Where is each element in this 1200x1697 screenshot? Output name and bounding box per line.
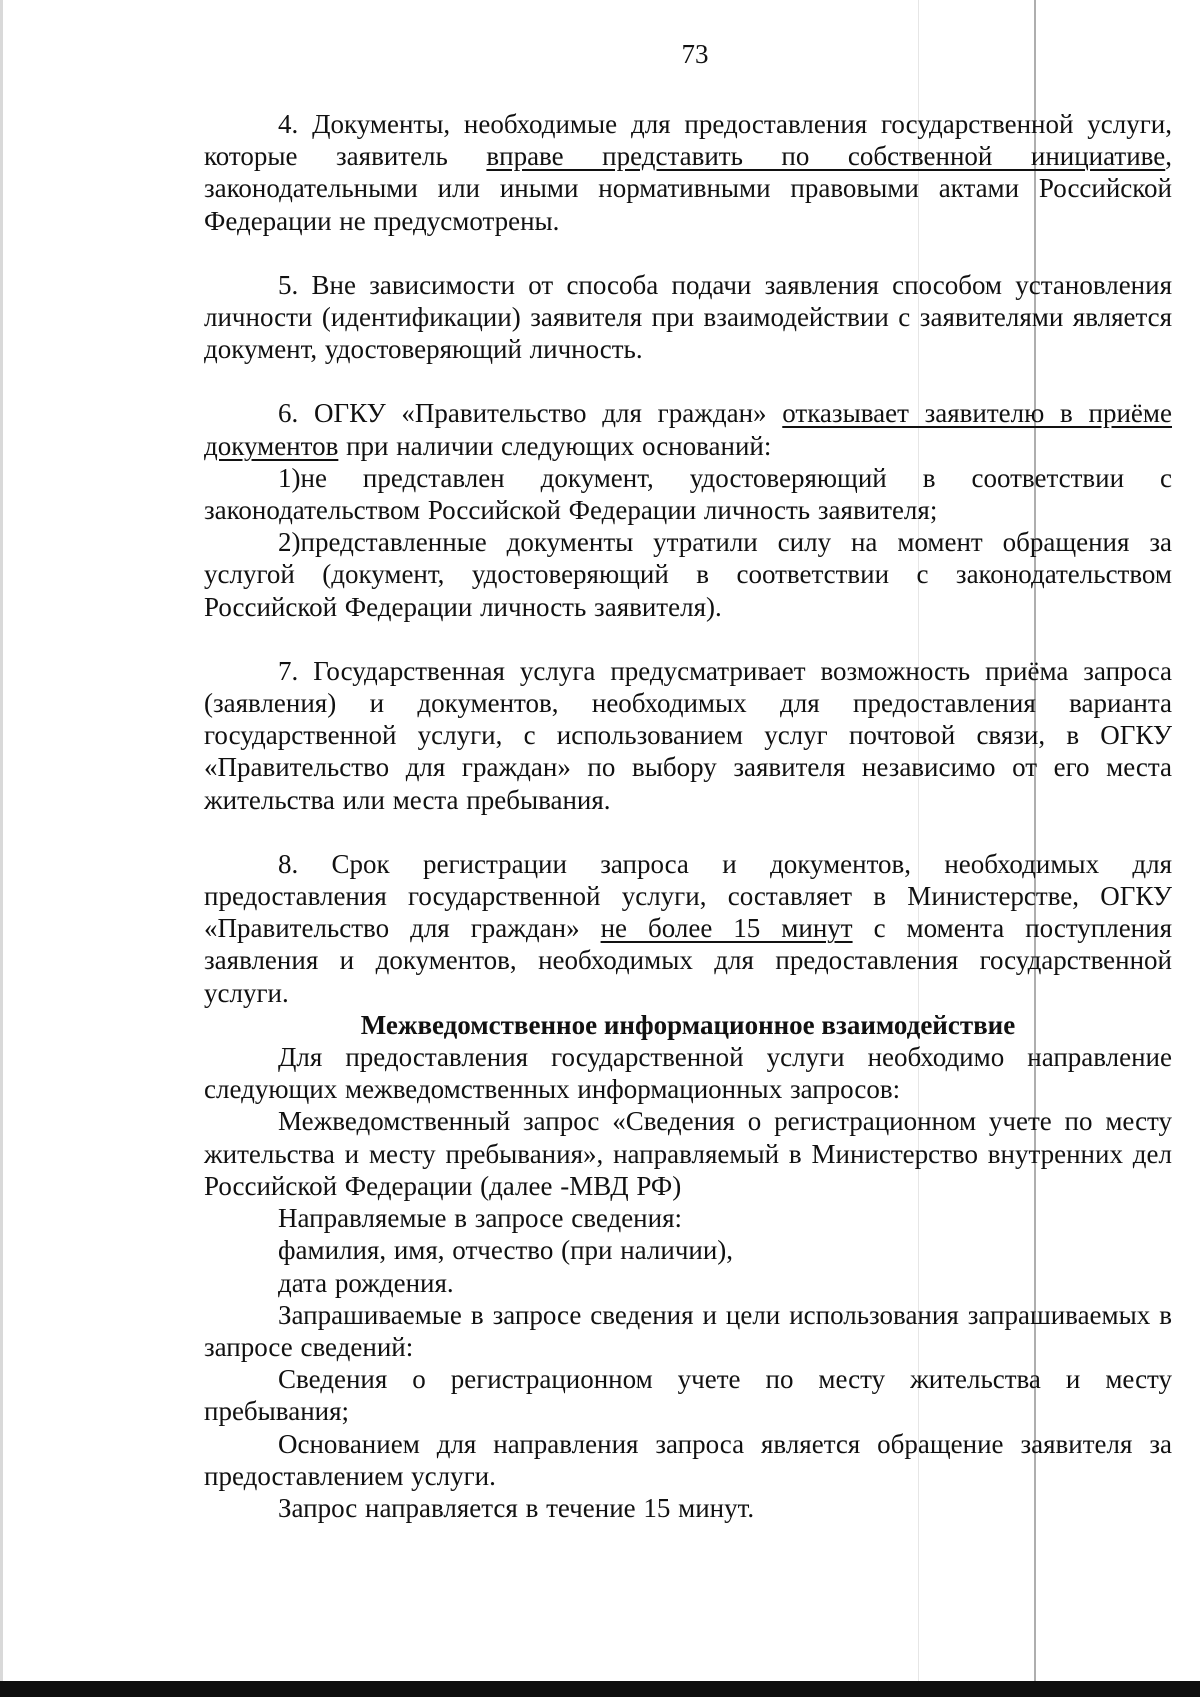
paragraph-7: 7. Государственная услуга предусматривает возможность приёма запроса (заявления) и документов, необходимых для предоставления варианта государственной услуги, с использованием услуг почтовой связи, в ОГКУ «Правительство для граждан» по выбору заявителя независимо от его места жительства или места пребывания. [204,655,1172,815]
paragraph-8 [204,848,1172,1009]
paragraph-gap [204,237,1172,269]
paragraph-4 [204,108,1172,237]
paragraph-gap [204,816,1172,848]
page-number: 73 [681,39,709,69]
paragraph-4-text-b: , законодательными или иными нормативными правовыми актами Российской Федерации не предусмотрены. [204,141,1172,236]
section-line-3: Направляемые в запросе сведения: [278,1203,682,1234]
scan-left-edge [0,0,3,1697]
paragraph-8-text-a: 8. Срок регистрации запроса и документов, необходимых для предоставления государственной услуги, составляет в Министерстве, ОГКУ «Правительство для граждан» [204,848,1172,944]
paragraph-5: 5. Вне зависимости от способа подачи заявления способом установления личности (идентификации) заявителя при взаимодействии с заявителями является документ, удостоверяющий личность. [204,269,1172,365]
paragraph-6-item-1: 1)не представлен документ, удостоверяющий в соответствии с законодательством Российской Федерации личность заявителя; [204,462,1172,526]
section-line-5: дата рождения. [278,1267,454,1298]
document-body [204,108,1172,1524]
paragraph-6-underlined: отказывает заявителю в приёме документов [204,398,1172,461]
paragraph-6-item-2: 2)представленные документы утратили силу на момент обращения за услугой (документ, удостоверяющий в соответствии с законодательством Российской Федерации личность заявителя). [204,527,1172,622]
paragraph-gap [204,623,1172,655]
scan-bottom-bar [0,1681,1200,1697]
paragraph-4-text-a: 4. Документы, необходимые для предоставления государственной услуги, которые заявитель [204,109,1172,172]
section-line-2: Межведомственный запрос «Сведения о регистрационном учете по месту жительства и месту пребывания», направляемый в Министерство внутренних дел Российской Федерации (далее -МВД РФ) [204,1106,1172,1201]
paragraph-6-text-b: при наличии следующих оснований: [338,430,772,461]
section-heading: Межведомственное информационное взаимодействие [360,1009,1016,1040]
section-line-1: Для предоставления государственной услуги необходимо направление следующих межведомственных информационных запросов: [204,1042,1172,1105]
paragraph-gap [204,365,1172,397]
section-line-9: Запрос направляется в течение 15 минут. [278,1492,755,1523]
paragraph-8-underlined: не более 15 минут [600,913,853,944]
paragraph-6 [204,397,1172,461]
paragraph-4-underlined: вправе представить по собственной инициативе [486,141,1166,172]
section-line-6: Запрашиваемые в запросе сведения и цели использования запрашиваемых в запросе сведений: [204,1299,1172,1362]
section-line-4: фамилия, имя, отчество (при наличии), [278,1235,734,1266]
section-line-7: Сведения о регистрационном учете по месту жительства и месту пребывания; [204,1364,1172,1427]
paragraph-8-text-b: с момента поступления заявления и документов, необходимых для предоставления государственной услуги. [204,913,1172,1008]
paragraph-6-text-a: 6. ОГКУ «Правительство для граждан» [278,398,783,429]
section-line-8: Основанием для направления запроса является обращение заявителя за предоставлением услуги. [204,1428,1172,1491]
